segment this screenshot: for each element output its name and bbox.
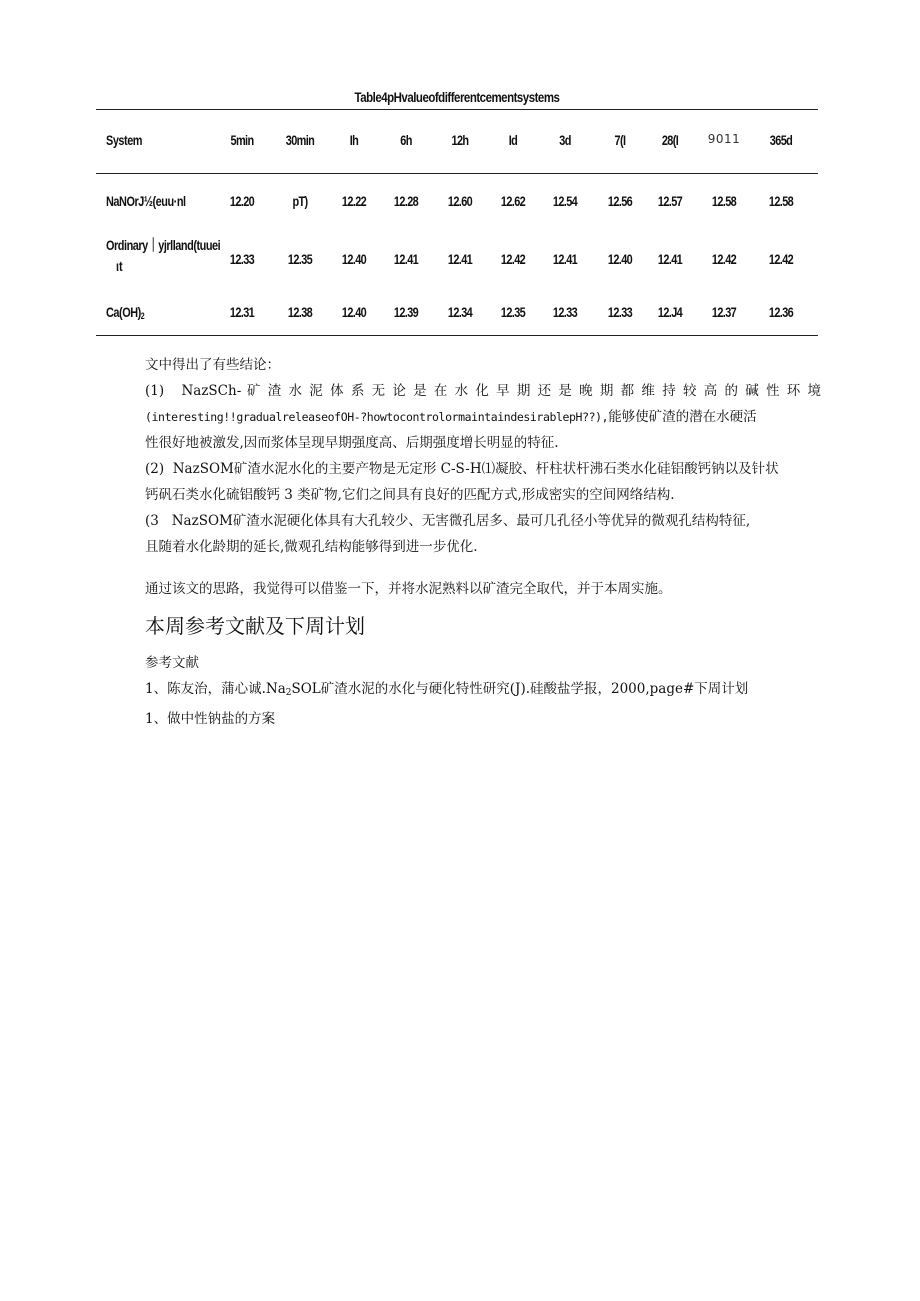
reference-1-text-cont: SOL矿渣水泥的水化与硬化特性研究(J).硅酸盐学报，2000,page#下周计划: [291, 681, 749, 697]
header-cell: Id: [508, 132, 518, 148]
header-system: System: [106, 132, 143, 148]
conclusion-1-text-cont: 能够使矿渣的潜在水硬活: [608, 409, 757, 425]
header-cell: 3d: [559, 132, 571, 148]
conclusion-2-line-1: [145, 456, 821, 482]
table-top-rule: [96, 109, 818, 110]
conclusion-1-number: (1): [145, 383, 165, 399]
table-cell: 12.58: [768, 193, 794, 209]
table-cell: 12.41: [447, 251, 473, 267]
row-system-continued: ιt: [116, 258, 123, 274]
table-cell: 12.33: [229, 251, 255, 267]
table-cell: 12.38: [287, 304, 313, 320]
table-cell: 12.58: [711, 193, 737, 209]
table-cell: 12.41: [393, 251, 419, 267]
table-cell: 12.37: [711, 304, 737, 320]
table-cell: 12.41: [657, 251, 683, 267]
table-cell: 12.60: [447, 193, 473, 209]
section-heading: 本周参考文献及下周计划: [145, 614, 365, 638]
table-row: [96, 193, 818, 217]
table-cell: 12.20: [229, 193, 255, 209]
table-header-row: [96, 132, 818, 156]
header-cell: 9011: [707, 132, 741, 146]
conclusion-1-line-1: [145, 378, 821, 404]
conclusion-2-number: (2): [145, 461, 165, 477]
table-cell: 12.54: [552, 193, 578, 209]
header-cell: 7(I: [614, 132, 626, 148]
table-cell: 12.56: [607, 193, 633, 209]
table-cell: 12.35: [500, 304, 526, 320]
table-cell: 12.J4: [657, 304, 683, 320]
conclusion-2-line-2: 钙矾石类水化硫铝酸钙 3 类矿物,它们之间具有良好的匹配方式,形成密实的空间网络结构.: [145, 487, 675, 503]
conclusion-3-line-2: 且随着水化龄期的延长,微观孔结构能够得到进一步优化.: [145, 539, 478, 555]
table-cell: pT): [292, 193, 308, 209]
reference-1-subscript: 2: [285, 688, 292, 698]
conclusion-3-text: NazSOM矿渣水泥硬化体具有大孔较少、无害微孔居多、最可几孔径小等优异的微观孔结构特征,: [171, 513, 751, 529]
plan-paragraph: 通过该文的思路，我觉得可以借鉴一下，并将水泥熟料以矿渣完全取代，并于本周实施。: [145, 581, 672, 597]
table-cell: 12.31: [229, 304, 255, 320]
header-cell: 12h: [451, 132, 469, 148]
conclusion-3-line-1: [145, 508, 821, 534]
conclusion-1-line-2: [145, 404, 821, 430]
conclusions-block: [145, 352, 821, 560]
reference-1-text: 1、陈友治，蒲心诚.Na: [145, 681, 286, 697]
header-cell: 28(I: [661, 132, 679, 148]
table-cell: 12.42: [768, 251, 794, 267]
table-cell: 12.33: [552, 304, 578, 320]
conclusion-2-text: NazSOM矿渣水泥水化的主要产物是无定形 C-S-H⑴凝胶、杆柱状杆沸石类水化硅铝酸钙钠以及针状: [172, 461, 779, 477]
table-cell: 12.28: [393, 193, 419, 209]
table-row-values: [96, 251, 818, 275]
table-cell: 12.42: [500, 251, 526, 267]
references-block: [145, 650, 748, 732]
plan-item-1: 1、做中性钠盐的方案: [145, 711, 276, 727]
row-system: NaNOrJ½(euu·nl: [106, 193, 186, 209]
table-header-rule: [96, 173, 818, 174]
table-title: Table4pHvalueofdifferentcementsystems: [354, 89, 560, 105]
table-bottom-rule: [96, 335, 818, 336]
table-cell: 12.41: [552, 251, 578, 267]
header-cell: 365d: [769, 132, 793, 148]
reference-1: [145, 676, 748, 706]
conclusion-1-text: NazSCh- 矿 渣 水 泥 体 系 无 论 是 在 水 化 早 期 还 是 晚 期 都 维 持 较 高 的 碱 性 环 境: [181, 383, 821, 399]
table-cell: 12.40: [607, 251, 633, 267]
table-cell: 12.35: [287, 251, 313, 267]
table-cell: 12.40: [341, 251, 367, 267]
references-label: 参考文献: [145, 655, 199, 671]
conclusions-intro: 文中得出了有些结论：: [145, 357, 280, 373]
row-system: Ordinary｜yjrlland(tuuei: [106, 237, 221, 253]
row-system: [106, 304, 215, 321]
conclusion-1-line-3: 性很好地被激发,因而浆体呈现早期强度高、后期强度增长明显的特征.: [145, 435, 559, 451]
header-cell: Ih: [349, 132, 359, 148]
table-row: [96, 304, 818, 328]
table-cell: 12.40: [341, 304, 367, 320]
row-system-formula: Ca(OH): [106, 304, 141, 320]
conclusion-3-number: (3: [145, 513, 159, 529]
table-cell: 12.36: [768, 304, 794, 320]
table-cell: 12.22: [341, 193, 367, 209]
row-system-subscript: 2: [140, 311, 145, 321]
header-cell: 30min: [285, 132, 315, 148]
header-cell: 5min: [230, 132, 254, 148]
table-cell: 12.62: [500, 193, 526, 209]
header-cell: 6h: [400, 132, 412, 148]
table-cell: 12.39: [393, 304, 419, 320]
table-cell: 12.42: [711, 251, 737, 267]
table-cell: 12.34: [447, 304, 473, 320]
table-cell: 12.57: [657, 193, 683, 209]
conclusion-1-note: (interesting!!gradualreleaseofOH-?howtocontrolormaintaindesirablepH??),: [145, 410, 609, 424]
table-cell: 12.33: [607, 304, 633, 320]
